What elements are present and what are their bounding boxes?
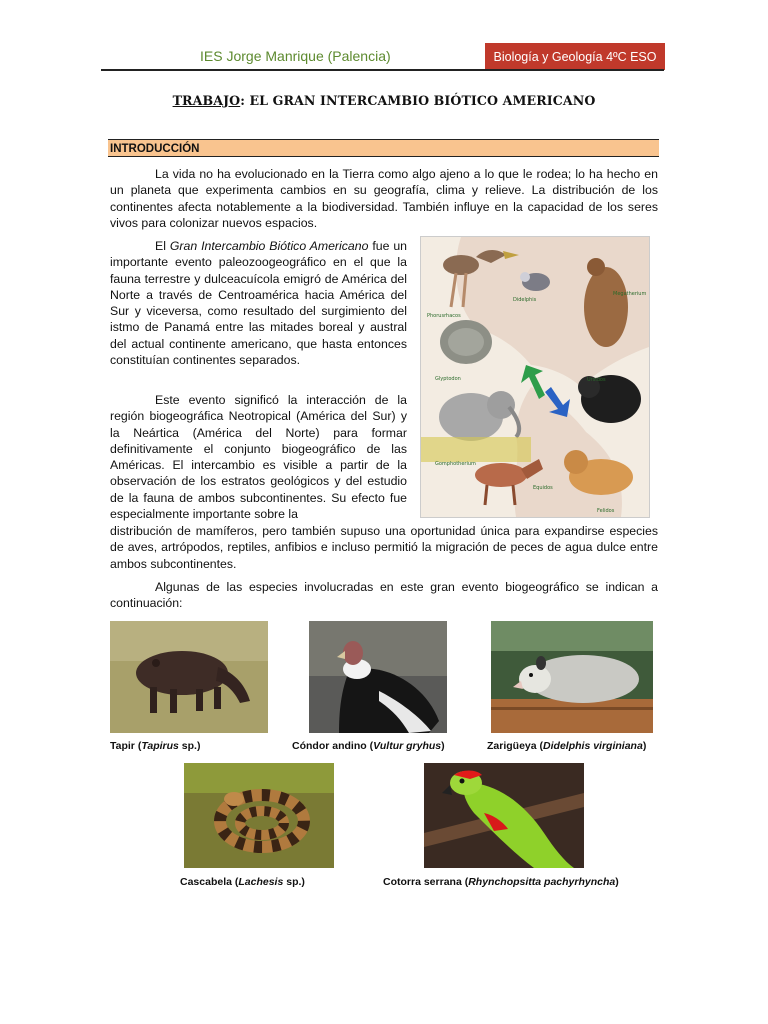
caption-tapir-suffix: sp.) [178,740,201,752]
title-label: TRABAJO [172,93,241,108]
header-divider [101,69,664,71]
paragraph-interaction-continued: distribución de mamíferos, pero también supuso una oportunidad única para expandirse especies de aves, artrópodos, reptiles, anfibios e incluso permitió la migración de peces de agua dulce entre ambos subcontinentes. [110,524,658,571]
condor-photo [309,621,447,733]
opossum-illustration [491,621,653,733]
map-label-phorusrhacos: Phorusrhacos [427,313,461,319]
caption-condor-common: Cóndor andino [292,740,367,752]
map-label-equidos: Equidos [533,485,553,491]
school-name: IES Jorge Manrique (Palencia) [200,48,391,64]
map-label-glyptodon: Glyptodon [435,376,461,382]
caption-parrot: Cotorra serrana (Rhynchopsitta pachyrhyncha) [383,876,619,888]
caption-parrot-common: Cotorra serrana [383,876,462,888]
caption-snake: Cascabela (Lachesis sp.) [180,876,305,888]
parrot-illustration [424,763,584,868]
snake-illustration [184,763,334,868]
fauna-exchange-map [420,236,650,518]
caption-tapir: Tapir (Tapirus sp.) [110,740,201,752]
caption-opossum-sci: Didelphis virginiana [543,740,643,752]
paragraph-intro: La vida no ha evolucionado en la Tierra como algo ajeno a lo que le rodea; lo ha hecho en un planeta que experimenta cambios en su geografía, clima y relieve. La distribución de los continentes afecta notablemente a la biodiversidad. También influye en la capacidad de los seres vivos para colonizar nuevos espacios. [110,167,658,230]
map-label-ursidos: Ursidos [587,377,606,383]
snake-photo [184,763,334,868]
caption-tapir-sci: Tapirus [141,740,179,752]
caption-condor: Cóndor andino (Vultur gryhus) [292,740,445,752]
map-label-felidos: Felidos [597,508,615,514]
caption-condor-suffix: ) [441,740,445,752]
title-rest: : EL GRAN INTERCAMBIO BIÓTICO AMERICANO [240,93,596,108]
map-label-megatherium: Megatherium [613,291,647,297]
caption-snake-common: Cascabela [180,876,232,888]
caption-condor-sci: Vultur gryhus [373,740,442,752]
opossum-photo [491,621,653,733]
document-title [0,93,768,108]
caption-snake-sci: Lachesis [238,876,284,888]
tapir-illustration [110,621,268,733]
caption-opossum-suffix: ) [642,740,647,752]
subject-badge: Biología y Geología 4ºC ESO [485,43,665,70]
parrot-photo [424,763,584,868]
caption-parrot-sci: Rhynchopsitta pachyrhyncha [468,876,616,888]
paragraph-gaba-rest: fue un importante evento paleozoogeográfico en el que la fauna terrestre y dulceacuícola emigró de América del Norte a través de Centroamérica hacia América del Sur y viceversa, como resultado del surgimiento del istmo de Panamá entre las mitades boreal y austral del actual continente americano, que hasta entonces constituían continentes separados. [110,239,408,368]
paragraph-gaba-emphasis: Gran Intercambio Biótico Americano [169,239,369,253]
caption-snake-suffix: sp.) [283,876,305,888]
condor-illustration [309,621,447,733]
caption-parrot-suffix: ) [615,876,619,888]
tapir-photo [110,621,268,733]
map-label-gomphotherium: Gomphotherium [435,461,476,467]
paragraph-interaction: Este evento significó la interacción de la región biogeográfica Neotropical (América del Sur) y la Neártica (América del Norte) para formar definitivamente el conjunto biogeográfico de las Américas. El intercambio es visible a partir de la observación de los estratos geológicos y del estudio de la fauna de ambos subcontinentes. Su efecto fue especialmente importante sobre la [110,393,407,522]
caption-tapir-common: Tapir [110,740,135,752]
caption-opossum: Zarigüeya (Didelphis virginiana) [487,740,647,752]
section-heading: INTRODUCCIÓN [108,139,659,157]
paragraph-gaba-start: El [155,239,170,253]
map-label-didelphis: Didelphis [513,297,537,303]
fauna-map-illustration [421,237,649,517]
caption-opossum-common: Zarigüeya [487,740,537,752]
paragraph-species-intro: Algunas de las especies involucradas en este gran evento biogeográfico se indican a continuación: [110,580,658,611]
paragraph-gaba [110,238,407,368]
